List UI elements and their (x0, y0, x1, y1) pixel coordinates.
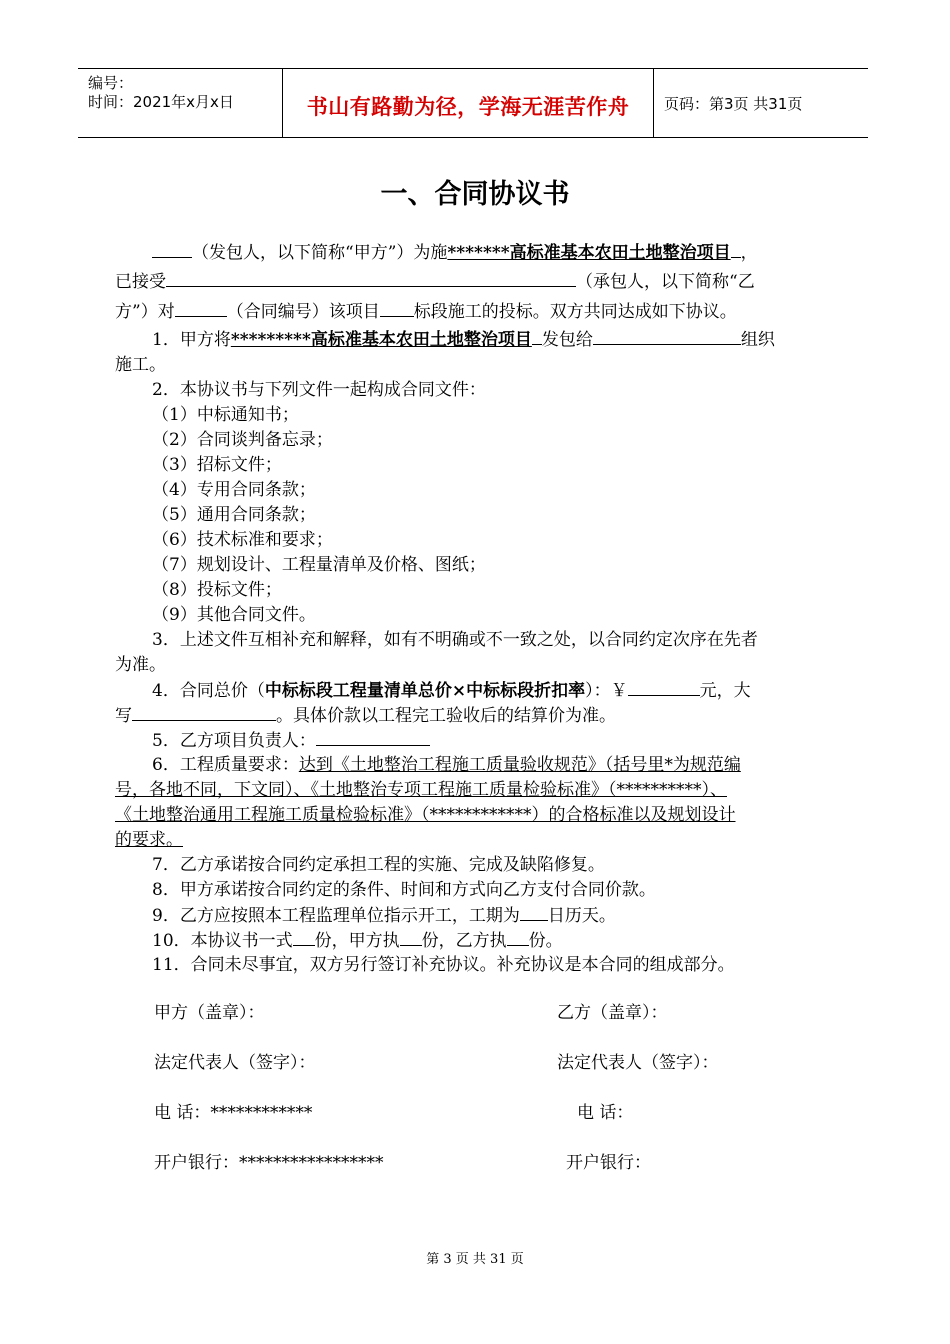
text: 10．本协议书一式 (152, 931, 293, 951)
text: （承包人，以下简称“乙 (576, 272, 755, 292)
blank-amount-words (132, 704, 276, 721)
motto: 书山有路勤为径，学海无涯苦作舟 (306, 94, 630, 119)
price-formula: 中标标段工程量清单总价×中标标段折扣率 (264, 681, 586, 701)
doc-item: （8）投标文件； (152, 580, 282, 600)
party-b-phone: 电 话： (577, 1103, 634, 1123)
item-6-cont: 号，各地不同，下文同）、《土地整治专项工程施工质量检验标准》（**********）、 (115, 780, 727, 800)
item-1 (152, 328, 775, 351)
blank-contractor (166, 270, 576, 287)
item-1-cont: 施工。 (115, 355, 166, 375)
item-9 (152, 904, 616, 927)
doc-item: （5）通用合同条款； (152, 505, 316, 525)
item-10 (152, 929, 563, 952)
doc-item: （9）其他合同文件。 (152, 605, 316, 625)
text: 。具体价款以工程完工验收后的结算价为准。 (276, 706, 616, 726)
blank-lot (380, 300, 414, 317)
text: 9．乙方应按照本工程监理单位指示开工，工期为 (152, 906, 520, 926)
party-a-bank: 开户银行：***************** (154, 1153, 384, 1173)
party-a-rep: 法定代表人（签字）： (154, 1053, 316, 1073)
text: 发包给 (541, 330, 593, 350)
blank-copies-a (400, 929, 422, 946)
blank-manager (316, 729, 430, 746)
text: 5．乙方项目负责人： (152, 731, 316, 751)
text: 份，甲方执 (314, 931, 400, 951)
doc-item: （7）规划设计、工程量清单及价格、图纸； (152, 555, 486, 575)
party-b-bank: 开户银行： (566, 1153, 651, 1173)
text: 6．工程质量要求： (152, 755, 299, 775)
text: 组织 (740, 330, 775, 350)
text: （发包人，以下简称“甲方”）为施 (192, 243, 448, 263)
text: 日历天。 (547, 906, 616, 926)
item-6-cont: 的要求。 (115, 830, 183, 850)
text: 4．合同总价（ (152, 681, 265, 701)
item-7: 7．乙方承诺按合同约定承担工程的实施、完成及缺陷修复。 (152, 855, 605, 875)
item-5 (152, 729, 430, 752)
text: （合同编号）该项目 (226, 302, 380, 322)
blank-amount (628, 679, 700, 696)
text: 1．甲方将 (152, 330, 231, 350)
text: 标段施工的投标。双方共同达成如下协议。 (413, 302, 737, 322)
item-6-cont: 《土地整治通用工程施工质量检验标准》（************）的合格标准以及规划设计 (115, 805, 736, 825)
blank (532, 328, 542, 345)
page-number: 页码：第3页 共31页 (664, 95, 803, 113)
blank (731, 241, 741, 258)
blank-contractor (593, 328, 741, 345)
blank-contract-no (175, 300, 227, 317)
text: 方”）对 (115, 302, 175, 322)
party-a-seal: 甲方（盖章）： (154, 1003, 265, 1023)
item-8: 8．甲方承诺按合同约定的条件、时间和方式向乙方支付合同价款。 (152, 880, 656, 900)
doc-item: （3）招标文件； (152, 455, 282, 475)
text: 已接受 (115, 272, 166, 292)
header-motto-cell (282, 69, 654, 137)
item-3-cont: 为准。 (115, 655, 166, 675)
doc-item: （6）技术标准和要求； (152, 530, 333, 550)
quality-standard: 达到《土地整治工程施工质量验收规范》（括号里*为规范编 (298, 755, 741, 775)
header-meta (78, 69, 281, 137)
item-4-cont (115, 704, 616, 727)
blank-employer (152, 241, 192, 258)
item-2: 2．本协议书与下列文件一起构成合同文件： (152, 380, 486, 400)
date-label: 时间：2021年x月x日 (88, 93, 234, 111)
blank-duration (520, 904, 548, 921)
text: ， (740, 243, 758, 263)
text: 写 (115, 706, 132, 726)
doc-item: （4）专用合同条款； (152, 480, 316, 500)
preamble-line-2 (115, 270, 755, 293)
item-3: 3．上述文件互相补充和解释，如有不明确或不一致之处，以合同约定次序在先者 (152, 630, 758, 650)
party-b-seal: 乙方（盖章）： (557, 1003, 668, 1023)
item-6 (152, 754, 741, 776)
doc-item: （2）合同谈判备忘录； (152, 430, 333, 450)
item-4 (152, 679, 751, 702)
text: 份。 (528, 931, 563, 951)
preamble-line-1 (152, 241, 758, 264)
project-name: *********高标准基本农田土地整治项目 (230, 330, 532, 350)
blank-copies (293, 929, 315, 946)
party-b-rep: 法定代表人（签字）： (557, 1053, 719, 1073)
preamble-line-3 (115, 300, 737, 323)
text: ）：￥ (585, 681, 628, 701)
item-11: 11．合同未尽事宜，双方另行签订补充协议。补充协议是本合同的组成部分。 (152, 955, 735, 975)
project-name: *******高标准基本农田土地整治项目 (447, 243, 731, 263)
document-title: 一、合同协议书 (380, 179, 570, 210)
page-footer: 第 3 页 共 31 页 (426, 1252, 524, 1267)
text: 元，大 (699, 681, 751, 701)
party-a-phone: 电 话：************ (154, 1103, 313, 1123)
code-label: 编号： (88, 74, 134, 92)
doc-item: （1）中标通知书； (152, 405, 299, 425)
blank-copies-b (507, 929, 529, 946)
text: 份，乙方执 (421, 931, 507, 951)
page-header (78, 68, 868, 138)
